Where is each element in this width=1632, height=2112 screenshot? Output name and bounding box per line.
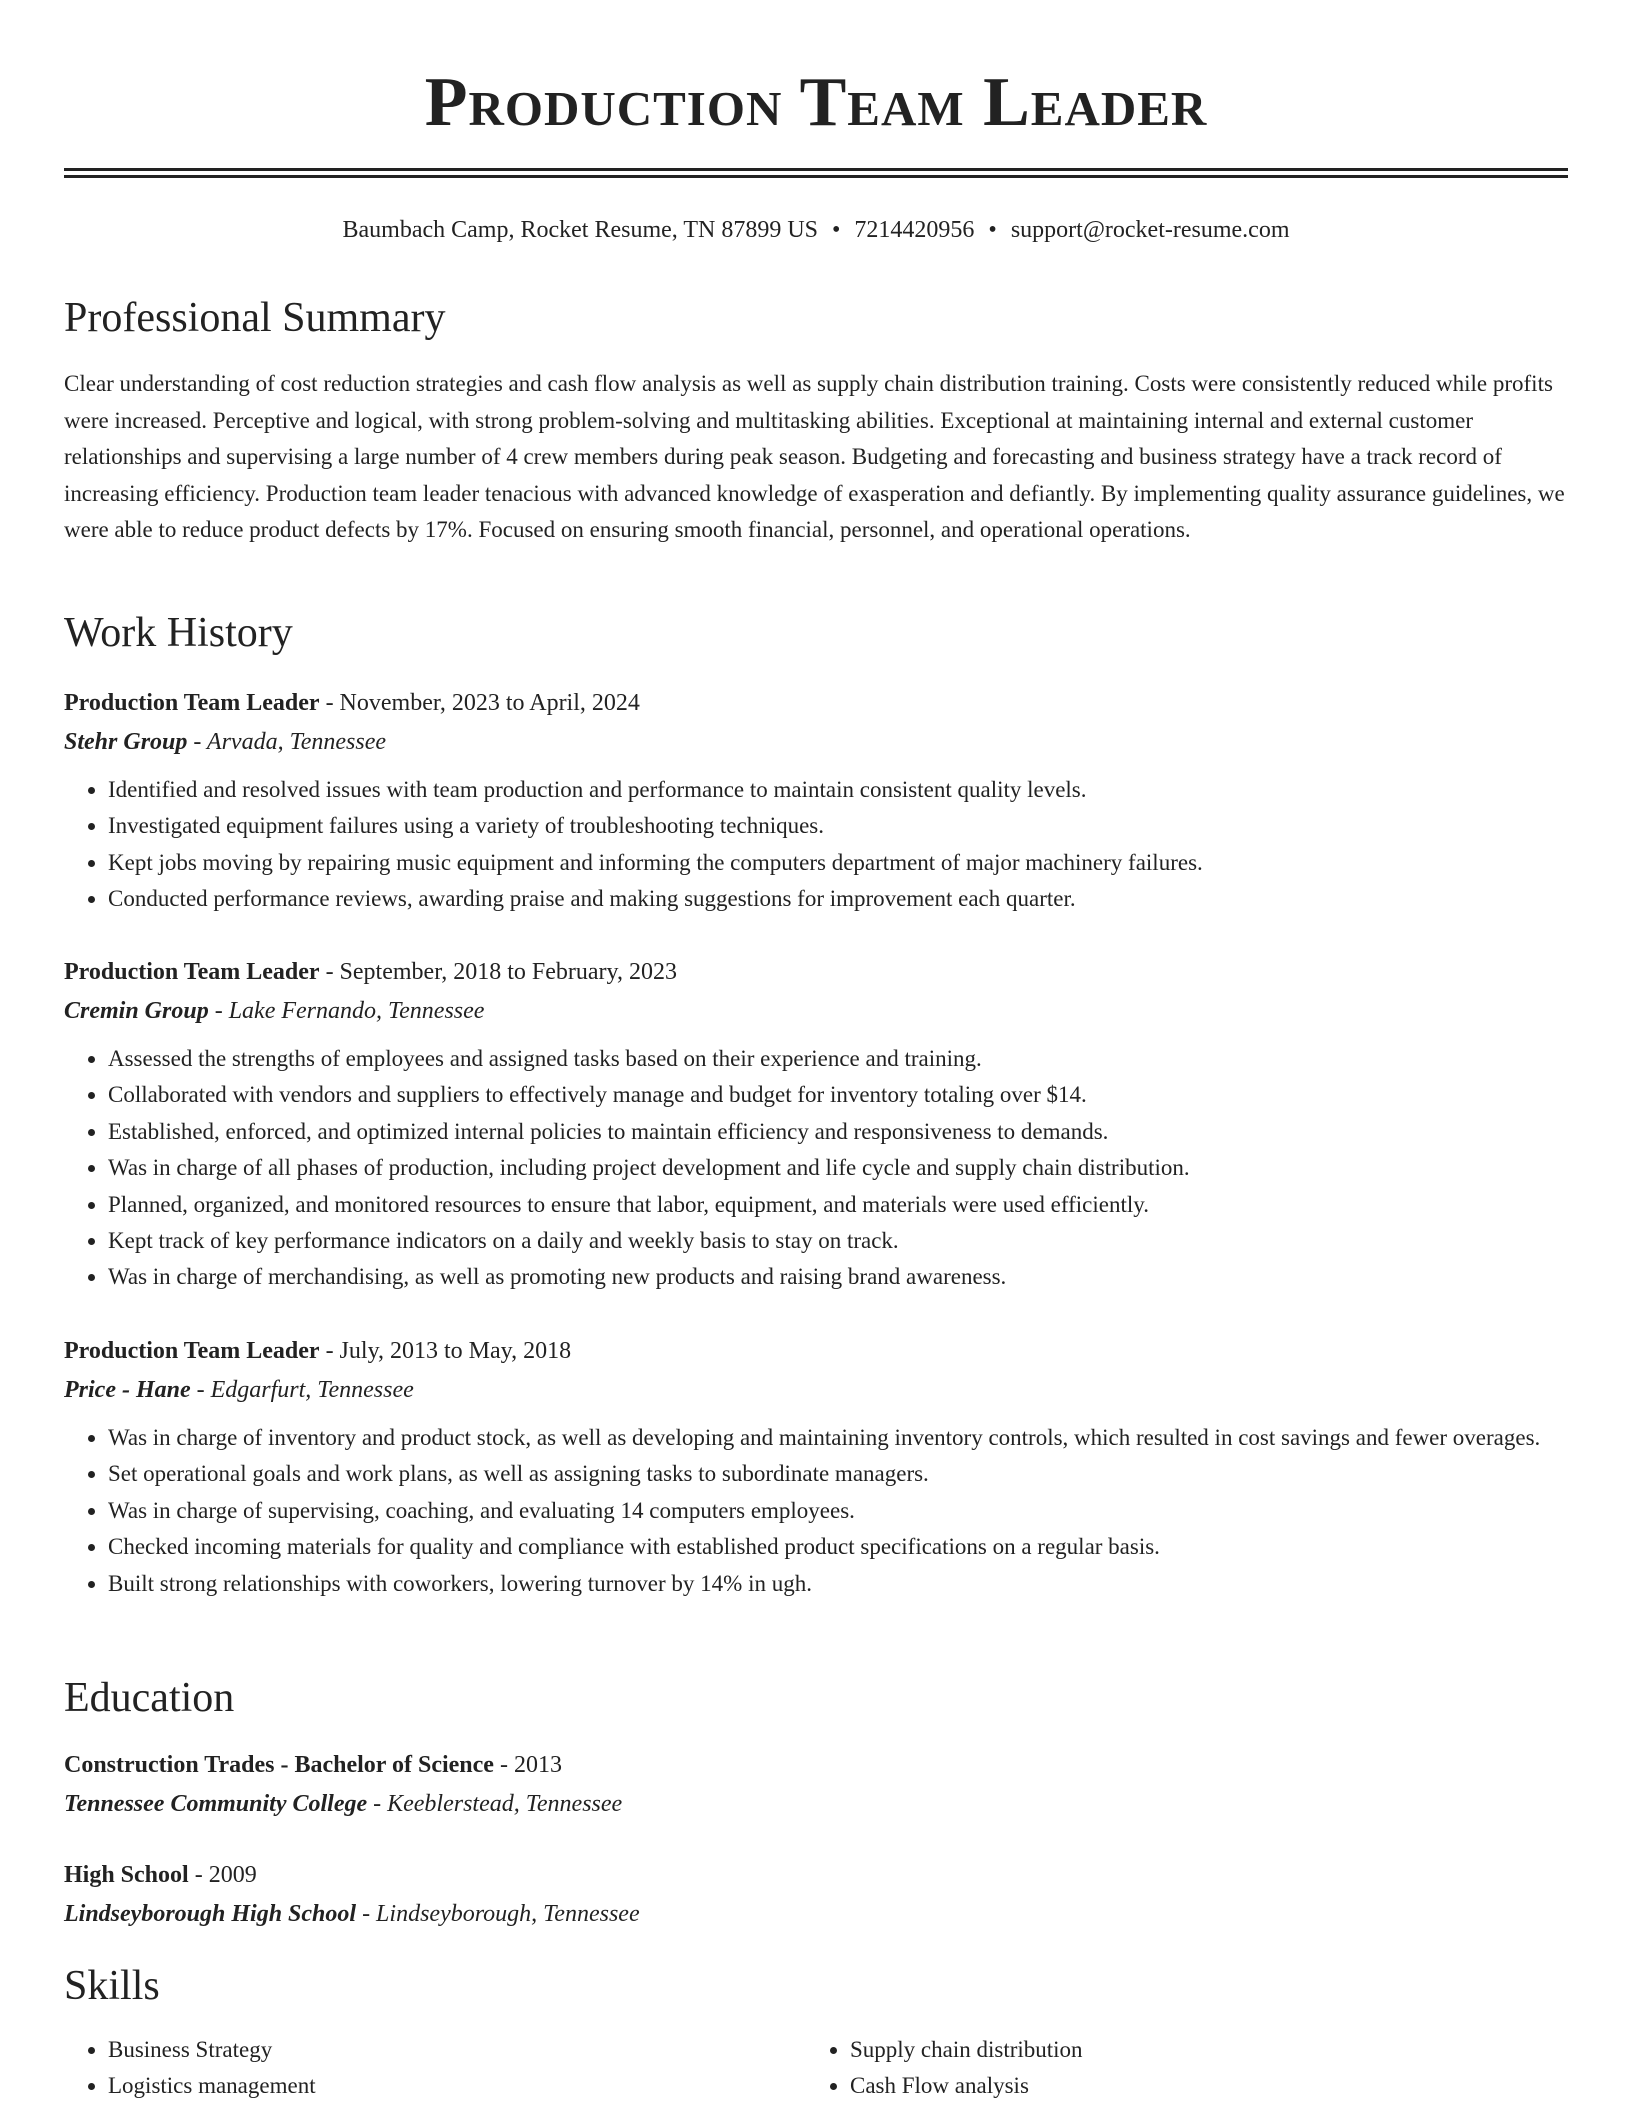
job-bullet: • Checked incoming materials for quality and compliance with established product specifications on a regular basis.: [108, 1529, 1568, 1565]
job-entry: [64, 953, 1568, 1296]
education-school: Tennessee Community College: [64, 1791, 368, 1817]
education-degree: Construction Trades - Bachelor of Science: [64, 1752, 494, 1778]
skill-item: • Logistics management: [108, 2068, 806, 2104]
education-year: - 2009: [188, 1862, 257, 1888]
skill-item: • Supply chain distribution: [850, 2032, 1548, 2068]
job-bullets: [64, 772, 1568, 918]
job-entry: [64, 684, 1568, 918]
job-title: Production Team Leader: [64, 690, 320, 716]
job-title: Production Team Leader: [64, 959, 320, 985]
education-header: [64, 1856, 1568, 1894]
section-heading-education: Education: [64, 1675, 235, 1721]
education-degree: High School: [64, 1862, 189, 1888]
job-bullet: • Was in charge of inventory and product stock, as well as developing and maintaining inventory controls, which resulted in cost savings and fewer overages.: [108, 1420, 1568, 1456]
section-heading-skills: Skills: [64, 1963, 160, 2009]
job-header: [64, 684, 1568, 722]
job-employer: [64, 1370, 1568, 1410]
job-employer: [64, 722, 1568, 762]
job-bullet: • Kept jobs moving by repairing music equipment and informing the computers department of major machinery failures.: [108, 845, 1568, 881]
education-school-line: [64, 1894, 1568, 1934]
contact-email: support@rocket-resume.com: [1010, 217, 1290, 243]
job-bullet: • Was in charge of merchandising, as well as promoting new products and raising brand awareness.: [108, 1259, 1568, 1295]
resume-page: [64, 0, 1568, 2099]
skills-column-right: [806, 2032, 1548, 2105]
education-school-line: [64, 1784, 1568, 1824]
education-school: Lindseyborough High School: [64, 1901, 357, 1927]
job-title: Production Team Leader: [64, 1338, 320, 1364]
education-year: - 2013: [493, 1752, 562, 1778]
job-bullets: [64, 1041, 1568, 1296]
section-heading-work-history: Work History: [64, 610, 293, 656]
job-bullet: • Conducted performance reviews, awarding praise and making suggestions for improvement each quarter.: [108, 881, 1568, 917]
job-bullet: • Was in charge of supervising, coaching, and evaluating 14 computers employees.: [108, 1493, 1568, 1529]
job-entry: [64, 1332, 1568, 1602]
job-bullet: • Was in charge of all phases of production, including project development and life cycle and supply chain distribution.: [108, 1150, 1568, 1186]
skills-column-left: [64, 2032, 806, 2105]
contact-separator: •: [988, 217, 997, 243]
skills-list: [64, 2032, 1568, 2105]
skill-item: • Business Strategy: [108, 2032, 806, 2068]
job-location: - Lake Fernando, Tennessee: [208, 998, 485, 1024]
education-location: - Keeblerstead, Tennessee: [367, 1791, 623, 1817]
job-header: [64, 953, 1568, 991]
job-bullets: [64, 1420, 1568, 1602]
job-dates: - July, 2013 to May, 2018: [319, 1338, 572, 1364]
education-location: - Lindseyborough, Tennessee: [356, 1901, 640, 1927]
job-header: [64, 1332, 1568, 1370]
education-entry: [64, 1856, 1568, 1934]
job-employer: [64, 991, 1568, 1031]
summary-text: Clear understanding of cost reduction strategies and cash flow analysis as well as supply chain distribution training. Costs were consistently reduced while profits were increased. Perceptive and logical, with strong problem-solving and multitasking abilities. Exceptional at maintaining internal and external customer relationships and supervising a large number of 4 crew members during peak season. Budgeting and forecasting and business strategy have a track record of increasing efficiency. Production team leader tenacious with advanced knowledge of exasperation and defiantly. By implementing quality assurance guidelines, we were able to reduce product defects by 17%. Focused on ensuring smooth financial, personnel, and operational operations.: [64, 371, 1565, 543]
title-divider-thin: [64, 175, 1568, 178]
job-company: Cremin Group: [64, 998, 209, 1024]
job-bullet: • Kept track of key performance indicators on a daily and weekly basis to stay on track.: [108, 1223, 1568, 1259]
job-bullet: • Set operational goals and work plans, as well as assigning tasks to subordinate managers.: [108, 1456, 1568, 1492]
contact-phone: 7214420956: [854, 217, 975, 243]
job-dates: - November, 2023 to April, 2024: [319, 690, 640, 716]
job-company: Stehr Group: [64, 729, 188, 755]
skill-item: • Cash Flow analysis: [850, 2068, 1548, 2104]
job-location: - Edgarfurt, Tennessee: [190, 1377, 414, 1403]
job-location: - Arvada, Tennessee: [187, 729, 387, 755]
education-header: [64, 1746, 1568, 1784]
education-entry: [64, 1746, 1568, 1824]
job-dates: - September, 2018 to February, 2023: [319, 959, 677, 985]
contact-line: [64, 212, 1568, 248]
section-heading-summary: Professional Summary: [64, 295, 446, 341]
resume-title: Production Team Leader: [424, 64, 1208, 141]
contact-address: Baumbach Camp, Rocket Resume, TN 87899 US: [342, 217, 818, 243]
job-bullet: • Investigated equipment failures using a variety of troubleshooting techniques.: [108, 808, 1568, 844]
job-bullet: • Collaborated with vendors and suppliers to effectively manage and budget for inventory totaling over $14.: [108, 1077, 1568, 1113]
job-company: Price - Hane: [64, 1377, 191, 1403]
title-divider-thick: [64, 168, 1568, 171]
job-bullet: • Assessed the strengths of employees and assigned tasks based on their experience and training.: [108, 1041, 1568, 1077]
job-bullet: • Established, enforced, and optimized internal policies to maintain efficiency and responsiveness to demands.: [108, 1114, 1568, 1150]
job-bullet: • Planned, organized, and monitored resources to ensure that labor, equipment, and materials were used efficiently.: [108, 1187, 1568, 1223]
job-bullet: • Identified and resolved issues with team production and performance to maintain consistent quality levels.: [108, 772, 1568, 808]
job-bullet: • Built strong relationships with coworkers, lowering turnover by 14% in ugh.: [108, 1566, 1568, 1602]
contact-separator: •: [832, 217, 841, 243]
